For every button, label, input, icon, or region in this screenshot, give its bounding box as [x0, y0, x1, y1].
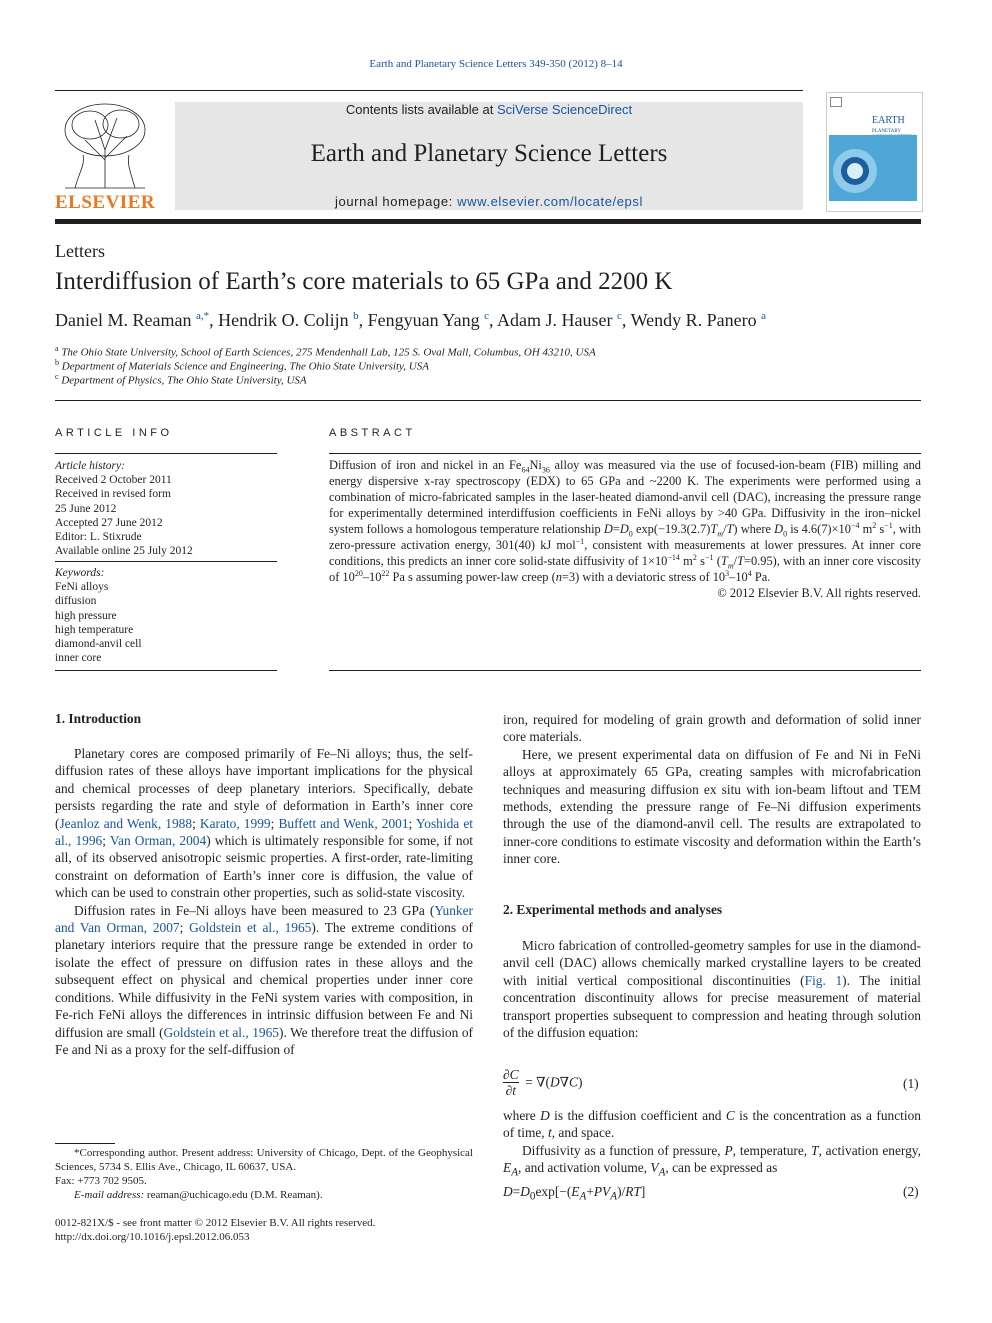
header-thick-rule [55, 219, 921, 224]
methods-text: Micro fabrication of controlled-geometry samples for use in the diamond-anvil cell (DAC) allows chemically marked crystalline layers to be created with initial vertical compositional discontinuities (Fig. 1). The initial concentration discontinuity allows for precise measurement of material transport properties subsequent to compression and heating through solution of the diffusion equation: [503, 938, 921, 1041]
contents-line: Contents lists available at SciVerse ScienceDirect [345, 102, 633, 117]
journal-citation[interactable]: Earth and Planetary Science Letters 349-350 (2012) 8–14 [369, 58, 623, 70]
author-name[interactable]: Wendy R. Panero [630, 310, 757, 330]
author-name[interactable]: Fengyuan Yang [367, 310, 480, 330]
journal-banner [175, 102, 803, 210]
affiliation: $^b$ Department of Materials Science and Engineering, The Ohio State University, USA [55, 358, 429, 373]
elsevier-tree-logo [55, 100, 155, 192]
email-note: E-mail address: reaman@uchicago.edu (D.M. Reaman). [74, 1189, 323, 1201]
divider [55, 453, 277, 454]
article-info-heading: ARTICLE INFO [55, 427, 173, 439]
introduction-text: Planetary cores are composed primarily of Fe–Ni alloys; thus, the self-diffusion rates of these alloys have important implications for the physical and chemical processes of deep planetary interiors. Specifically, debate persists regarding the rate and style of deformation in Earth’s inner core (Jeanloz and Wenk, 1988; Karato, 1999; Buffett and Wenk, 2001; Yoshida et al., 1996; Van Orman, 2004) which is ultimately responsible for some, if not all, of its observed anisotropic seismic properties. A first-order, rate-limiting constraint on deformation of Earth’s inner core is diffusion, the value of which can be used to constrain other properties, such as solid-state viscosity. Diffusion rates in Fe–Ni alloys have been measured to 23 GPa (Yunker and Van Orman, 2007; Goldstein et al., 1965). The extreme conditions of planetary interiors require that the pressure range be extended in order to isolate the effect of pressure on diffusion rates in these alloys and the subsequent effect on physical and chemical properties under inner core conditions. While diffusivity in the FeNi system varies with composition, in Fe-rich FeNi alloys the differences in intrinsic diffusion between Fe and Ni diffusion are small (Goldstein et al., 1965). We therefore treat the diffusion of Fe and Ni as a proxy for the self-diffusion of [55, 746, 474, 1057]
section-heading-methods: 2. Experimental methods and analyses [503, 902, 723, 917]
keywords: Keywords: FeNi alloys diffusion high pressure high temperature diamond-anvil cell inner core [55, 567, 142, 665]
cover-image [827, 93, 922, 211]
header-rule [55, 90, 803, 91]
right-column-text: iron, required for modeling of grain growth and deformation of solid inner core materials. Here, we present experimental data on diffusion of Fe and Ni in FeNi alloys at approximately 65 GPa, creating samples with microfabrication techniques and measuring diffusion ex situ with ion-beam liftout and TEM methods, extending the pressure range of Fe–Ni diffusion experiments through the use of the diamond-anvil cell. The results are extrapolated to inner-core conditions to estimate viscosity and deformation within the Earth’s inner core. [503, 712, 921, 867]
equation-2: $D=D_0\exp[-(E_A+PV_A)/RT]$ [503, 1184, 646, 1203]
affiliation: $^a$ The Ohio State University, School of Earth Sciences, 275 Mendenhall Lab, 125 S. Oval Mall, Columbus, OH 43210, USA [55, 344, 596, 359]
article-section-label: Letters [55, 241, 105, 261]
author-affiliation-mark[interactable]: b [353, 310, 359, 322]
divider [55, 561, 277, 562]
abstract-heading: ABSTRACT [329, 427, 416, 439]
author-list: Daniel M. Reaman $^{a,*}$, Hendrik O. Colijn $^b$, Fengyuan Yang $^c$, Adam J. Hauser $^c$, Wendy R. Panero $^a$ [55, 310, 767, 330]
affiliation: $^c$ Department of Physics, The Ohio State University, USA [55, 372, 307, 387]
svg-text:EARTH: EARTH [872, 115, 905, 126]
divider [329, 453, 921, 454]
article-title: Interdiffusion of Earth’s core materials to 65 GPa and 2200 K [55, 268, 673, 295]
svg-text:PLANETARY: PLANETARY [872, 129, 902, 134]
equation-1: $\frac{\partial C}{\partial t}$ = ∇(D∇C) [503, 1067, 583, 1098]
author-affiliation-mark[interactable]: a,* [195, 310, 210, 322]
divider [55, 400, 921, 401]
author-name[interactable]: Adam J. Hauser [497, 310, 613, 330]
corresponding-author-note: *Corresponding author. Present address: University of Chicago, Dept. of the Geophysical Sciences, 5734 S. Ellis Ave., Chicago, IL 60637, USA. [55, 1147, 473, 1174]
abstract-text: Diffusion of iron and nickel in an $Fe_{64}Ni_{36}$ alloy was measured via the use of focused-ion-beam (FIB) milling and energy dispersive x-ray spectroscopy (EDX) to 65 GPa and ~2200 K. The experiments were performed using a combination of micro-fabricated samples in the laser-heated diamond-anvil cell (DAC), increasing the pressure range for experimentally determined interdiffusion coefficients in FeNi alloys by >40 GPa. Diffusivity in the iron–nickel system follows a homologous temperature relationship $D=D_0$ $\exp(-19.3(2.7)T_m/T)$ where $D_0$ is $4.6(7)\times 10^{-4}$ $m^2$ $s^{-1}$, with zero-pressure activation energy, 301(40) kJ mol$^{-1}$, consistent with measurements at lower pressures. At inner core conditions, this predicts an inner core solid-state diffusivity of $1\times 10^{-14}$ $m^2$ $s^{-1}$ $(T_m/T=0.95)$, with an inner core viscosity of $10^{20}-10^{22}$ Pa s assuming power-law creep (n=3) with a deviatoric stress of $10^3-10^4$ Pa. © 2012 Elsevier B.V. All rights reserved. [329, 458, 921, 600]
equation-text: where D is the diffusion coefficient and C is the concentration as a function of time, t, and space. Diffusivity as a function of pressure, P, temperature, T, activation energy, $E_A$, and activation volume, $V_A$, can be expressed as [503, 1108, 921, 1179]
divider [329, 670, 921, 671]
homepage-line: journal homepage: www.elsevier.com/locate/epsl [335, 194, 643, 209]
email-link[interactable]: reaman@uchicago.edu (D.M. Reaman). [146, 1189, 323, 1201]
footnote-rule [55, 1143, 115, 1144]
author-name[interactable]: Daniel M. Reaman [55, 310, 192, 330]
equation-2-number: (2) [903, 1184, 919, 1199]
divider [55, 670, 277, 671]
fax-note: Fax: +773 702 9505. [55, 1175, 147, 1187]
author-affiliation-mark[interactable]: c [617, 310, 622, 322]
doi-link[interactable]: http://dx.doi.org/10.1016/j.epsl.2012.06.053 [55, 1231, 250, 1243]
publisher-logo-text: ELSEVIER [55, 192, 156, 213]
homepage-link[interactable]: www.elsevier.com/locate/epsl [457, 194, 643, 209]
journal-cover[interactable] [826, 92, 923, 212]
abstract-copyright: © 2012 Elsevier B.V. All rights reserved. [717, 586, 921, 600]
article-history: Article history: Received 2 October 2011 Received in revised form 25 June 2012 Accepted 27 June 2012 Editor: L. Stixrude Available online 25 July 2012 [55, 460, 193, 558]
section-heading-introduction: 1. Introduction [55, 711, 142, 726]
author-name[interactable]: Hendrik O. Colijn [218, 310, 349, 330]
author-affiliation-mark[interactable]: c [484, 310, 490, 322]
issn-line: 0012-821X/$ - see front matter © 2012 Elsevier B.V. All rights reserved. [55, 1217, 376, 1229]
journal-title: Earth and Planetary Science Letters [310, 140, 668, 167]
cover-thumbnail-icon [830, 97, 842, 107]
equation-1-number: (1) [903, 1076, 919, 1091]
author-affiliation-mark[interactable]: a [761, 310, 767, 322]
sciencedirect-link[interactable]: SciVerse ScienceDirect [496, 102, 633, 117]
